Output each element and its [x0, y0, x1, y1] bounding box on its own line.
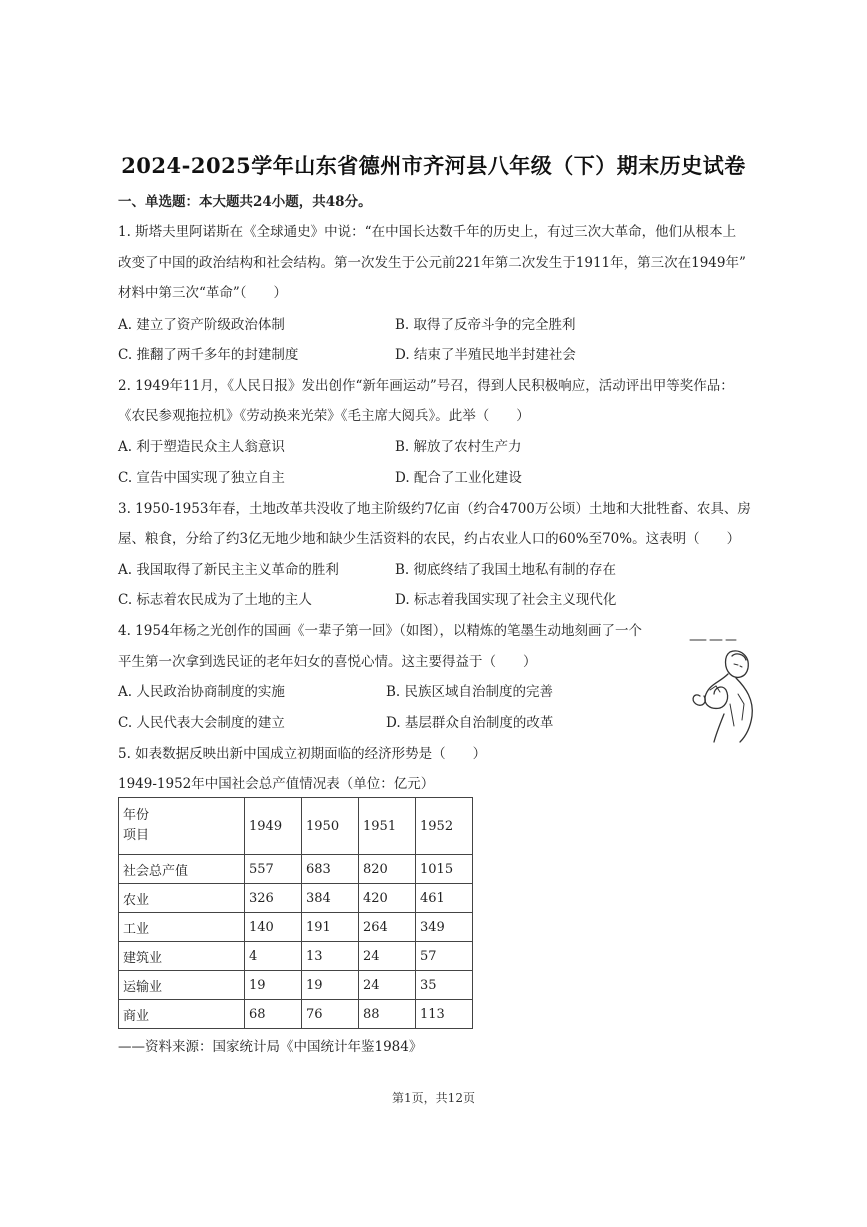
q3-option-b: B. 彻底终结了我国土地私有制的存在	[395, 562, 617, 578]
table-cell: 4	[245, 942, 302, 971]
q2-option-a: A. 利于塑造民众主人翁意识	[118, 439, 285, 455]
table-cell: 35	[416, 971, 473, 1000]
year-header: 1950	[302, 798, 359, 855]
table-cell: 24	[359, 942, 416, 971]
row-label: 商业	[119, 1000, 245, 1029]
table-source: ——资料来源：国家统计局《中国统计年鉴1984》	[118, 1039, 423, 1055]
table-cell: 384	[302, 884, 359, 913]
q1-option-c: C. 推翻了两千多年的封建制度	[118, 347, 299, 363]
q4-option-b: B. 民族区域自治制度的完善	[386, 684, 554, 700]
row-label: 建筑业	[119, 942, 245, 971]
row-label: 运输业	[119, 971, 245, 1000]
table-cell: 264	[359, 913, 416, 942]
q3-line-2: 屋、粮食，分给了约3亿无地少地和缺少生活资料的农民，约占农业人口的60%至70%。这表明（ ）	[118, 531, 741, 547]
table-cell: 19	[245, 971, 302, 1000]
table-cell: 88	[359, 1000, 416, 1029]
page-title: 2024-2025学年山东省德州市齐河县八年级（下）期末历史试卷	[121, 153, 746, 178]
q1-option-b: B. 取得了反帝斗争的完全胜利	[395, 317, 576, 333]
table-corner-cell	[119, 798, 245, 855]
table-caption: 1949-1952年中国社会总产值情况表（单位：亿元）	[118, 776, 435, 792]
q4-option-c: C. 人民代表大会制度的建立	[118, 715, 285, 731]
table-cell: 24	[359, 971, 416, 1000]
q3-line-1: 3. 1950-1953年春，土地改革共没收了地主阶级约7亿亩（约合4700万公顷）土地和大批牲畜、农具、房	[118, 501, 751, 517]
table-row	[119, 1000, 473, 1029]
section-header: 一、单选题：本大题共24小题，共48分。	[118, 194, 372, 210]
q2-line-1: 2. 1949年11月，《人民日报》发出创作“新年画运动”号召，得到人民积极响应，活动评出甲等奖作品：	[118, 378, 734, 394]
table-cell: 420	[359, 884, 416, 913]
table-row	[119, 971, 473, 1000]
table-cell: 326	[245, 884, 302, 913]
table-cell: 140	[245, 913, 302, 942]
year-header: 1949	[245, 798, 302, 855]
table-row	[119, 942, 473, 971]
q2-option-b: B. 解放了农村生产力	[395, 439, 522, 455]
table-cell: 191	[302, 913, 359, 942]
table-row	[119, 884, 473, 913]
row-label: 社会总产值	[119, 855, 245, 884]
q3-option-c: C. 标志着农民成为了土地的主人	[118, 592, 312, 608]
q4-option-a: A. 人民政治协商制度的实施	[118, 684, 285, 700]
q4-line-2: 平生第一次拿到选民证的老年妇女的喜悦心情。这主要得益于（ ）	[118, 654, 537, 670]
q2-option-d: D. 配合了工业化建设	[395, 470, 522, 486]
table-cell: 57	[416, 942, 473, 971]
row-label: 工业	[119, 913, 245, 942]
table-cell: 1015	[416, 855, 473, 884]
table-row	[119, 855, 473, 884]
table-cell: 820	[359, 855, 416, 884]
table-cell: 76	[302, 1000, 359, 1029]
gdp-table	[118, 797, 473, 1029]
table-cell: 461	[416, 884, 473, 913]
corner-item-label: 项目	[123, 828, 150, 843]
table-cell: 557	[245, 855, 302, 884]
year-header: 1952	[416, 798, 473, 855]
page-footer: 第1页，共12页	[392, 1091, 475, 1105]
table-cell: 13	[302, 942, 359, 971]
q3-option-d: D. 标志着我国实现了社会主义现代化	[395, 592, 617, 608]
q3-option-a: A. 我国取得了新民主主义革命的胜利	[118, 562, 339, 578]
row-label: 农业	[119, 884, 245, 913]
q2-option-c: C. 宣告中国实现了独立自主	[118, 470, 285, 486]
q4-line-1: 4. 1954年杨之光创作的国画《一辈子第一回》（如图），以精炼的笔墨生动地刻画了一个	[118, 623, 643, 639]
ink-painting-illustration	[680, 634, 766, 744]
q1-option-d: D. 结束了半殖民地半封建社会	[395, 347, 576, 363]
q1-line-1: 1. 斯塔夫里阿诺斯在《全球通史》中说：“在中国长达数千年的历史上，有过三次大革命，他们从根本上	[118, 224, 737, 240]
table-row	[119, 913, 473, 942]
table-header-row	[119, 798, 473, 855]
table-cell: 683	[302, 855, 359, 884]
table-cell: 113	[416, 1000, 473, 1029]
year-header: 1951	[359, 798, 416, 855]
corner-year-label: 年份	[123, 808, 150, 823]
q1-option-a: A. 建立了资产阶级政治体制	[118, 317, 285, 333]
q1-line-3: 材料中第三次“革命”（ ）	[118, 285, 288, 301]
table-cell: 19	[302, 971, 359, 1000]
q1-line-2: 改变了中国的政治结构和社会结构。第一次发生于公元前221年第二次发生于1911年，第三次在1949年”	[118, 255, 746, 271]
q5-line-1: 5. 如表数据反映出新中国成立初期面临的经济形势是（ ）	[118, 746, 487, 762]
q2-line-2: 《农民参观拖拉机》《劳动换来光荣》《毛主席大阅兵》。此举（ ）	[118, 408, 530, 424]
table-cell: 68	[245, 1000, 302, 1029]
table-cell: 349	[416, 913, 473, 942]
q4-option-d: D. 基层群众自治制度的改革	[386, 715, 554, 731]
